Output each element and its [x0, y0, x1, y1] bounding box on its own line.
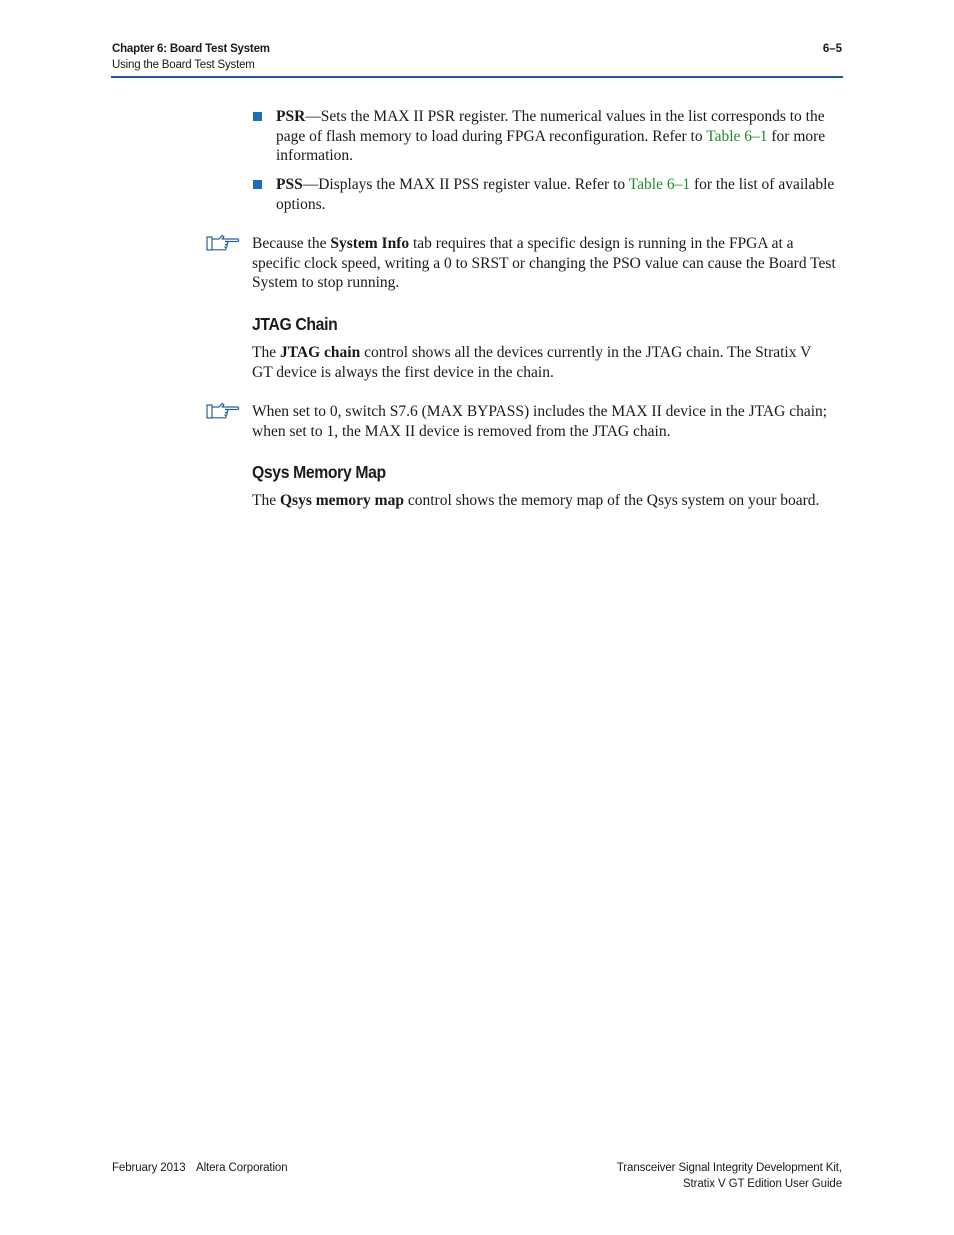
- list-item-text: for the list of available options.: [276, 176, 835, 213]
- section-title: Using the Board Test System: [112, 59, 255, 71]
- footer-date: February 2013: [112, 1162, 186, 1174]
- bullet-marker: [253, 180, 262, 189]
- header-rule: [111, 76, 843, 78]
- qsys-paragraph: [252, 491, 842, 511]
- doc-title-line: Stratix V GT Edition User Guide: [682, 1178, 842, 1190]
- list-item-text: —Displays the MAX II PSS register value. Refer to: [302, 176, 629, 193]
- bullet-marker: [253, 112, 262, 121]
- note-system-info: [252, 234, 842, 293]
- table-link[interactable]: Table 6–1: [628, 176, 691, 193]
- note-text: Because the: [252, 235, 331, 252]
- list-item-text: —Sets the MAX II PSR register. The numerical values in the list corresponds to the page of flash memory to load during FPGA reconfiguration. Refer to: [276, 108, 825, 145]
- pointing-hand-icon: [206, 402, 240, 420]
- control-name: Qsys memory map: [279, 492, 404, 509]
- footer-doc-title: [617, 1160, 842, 1192]
- list-item-text: for more information.: [276, 127, 826, 164]
- body-text: The: [252, 344, 280, 361]
- section-heading-qsys: Qsys Memory Map: [252, 462, 386, 482]
- page-number: 6–5: [822, 43, 842, 55]
- doc-title-line: Transceiver Signal Integrity Development Kit,: [616, 1162, 842, 1174]
- pointing-hand-icon: [206, 234, 240, 252]
- tab-name: System Info: [330, 235, 410, 252]
- body-text: control shows all the devices currently in the JTAG chain. The Stratix V GT device is always the first device in the chain.: [252, 344, 811, 381]
- chapter-title: Chapter 6: Board Test System: [112, 43, 270, 55]
- list-item-pss: [276, 175, 836, 214]
- section-heading-jtag: JTAG Chain: [252, 314, 338, 334]
- table-link[interactable]: Table 6–1: [706, 127, 768, 145]
- term-pss: PSS: [276, 176, 303, 193]
- note-max-bypass: When set to 0, switch S7.6 (MAX BYPASS) includes the MAX II device in the JTAG chain; when set to 1, the MAX II device is removed from the JTAG chain.: [252, 403, 828, 440]
- jtag-paragraph: [252, 343, 812, 382]
- term-psr: PSR: [276, 108, 306, 125]
- note-text: tab requires that a specific design is running in the FPGA at a specific clock speed, writing a 0 to SRST or changing the PSO value can cause the Board Test System to stop running.: [252, 235, 836, 291]
- body-text: The: [252, 492, 280, 509]
- body-text: control shows the memory map of the Qsys system on your board.: [403, 492, 820, 509]
- list-item-psr: [276, 107, 844, 166]
- control-name: JTAG chain: [279, 344, 361, 361]
- footer-company: Altera Corporation: [196, 1162, 288, 1174]
